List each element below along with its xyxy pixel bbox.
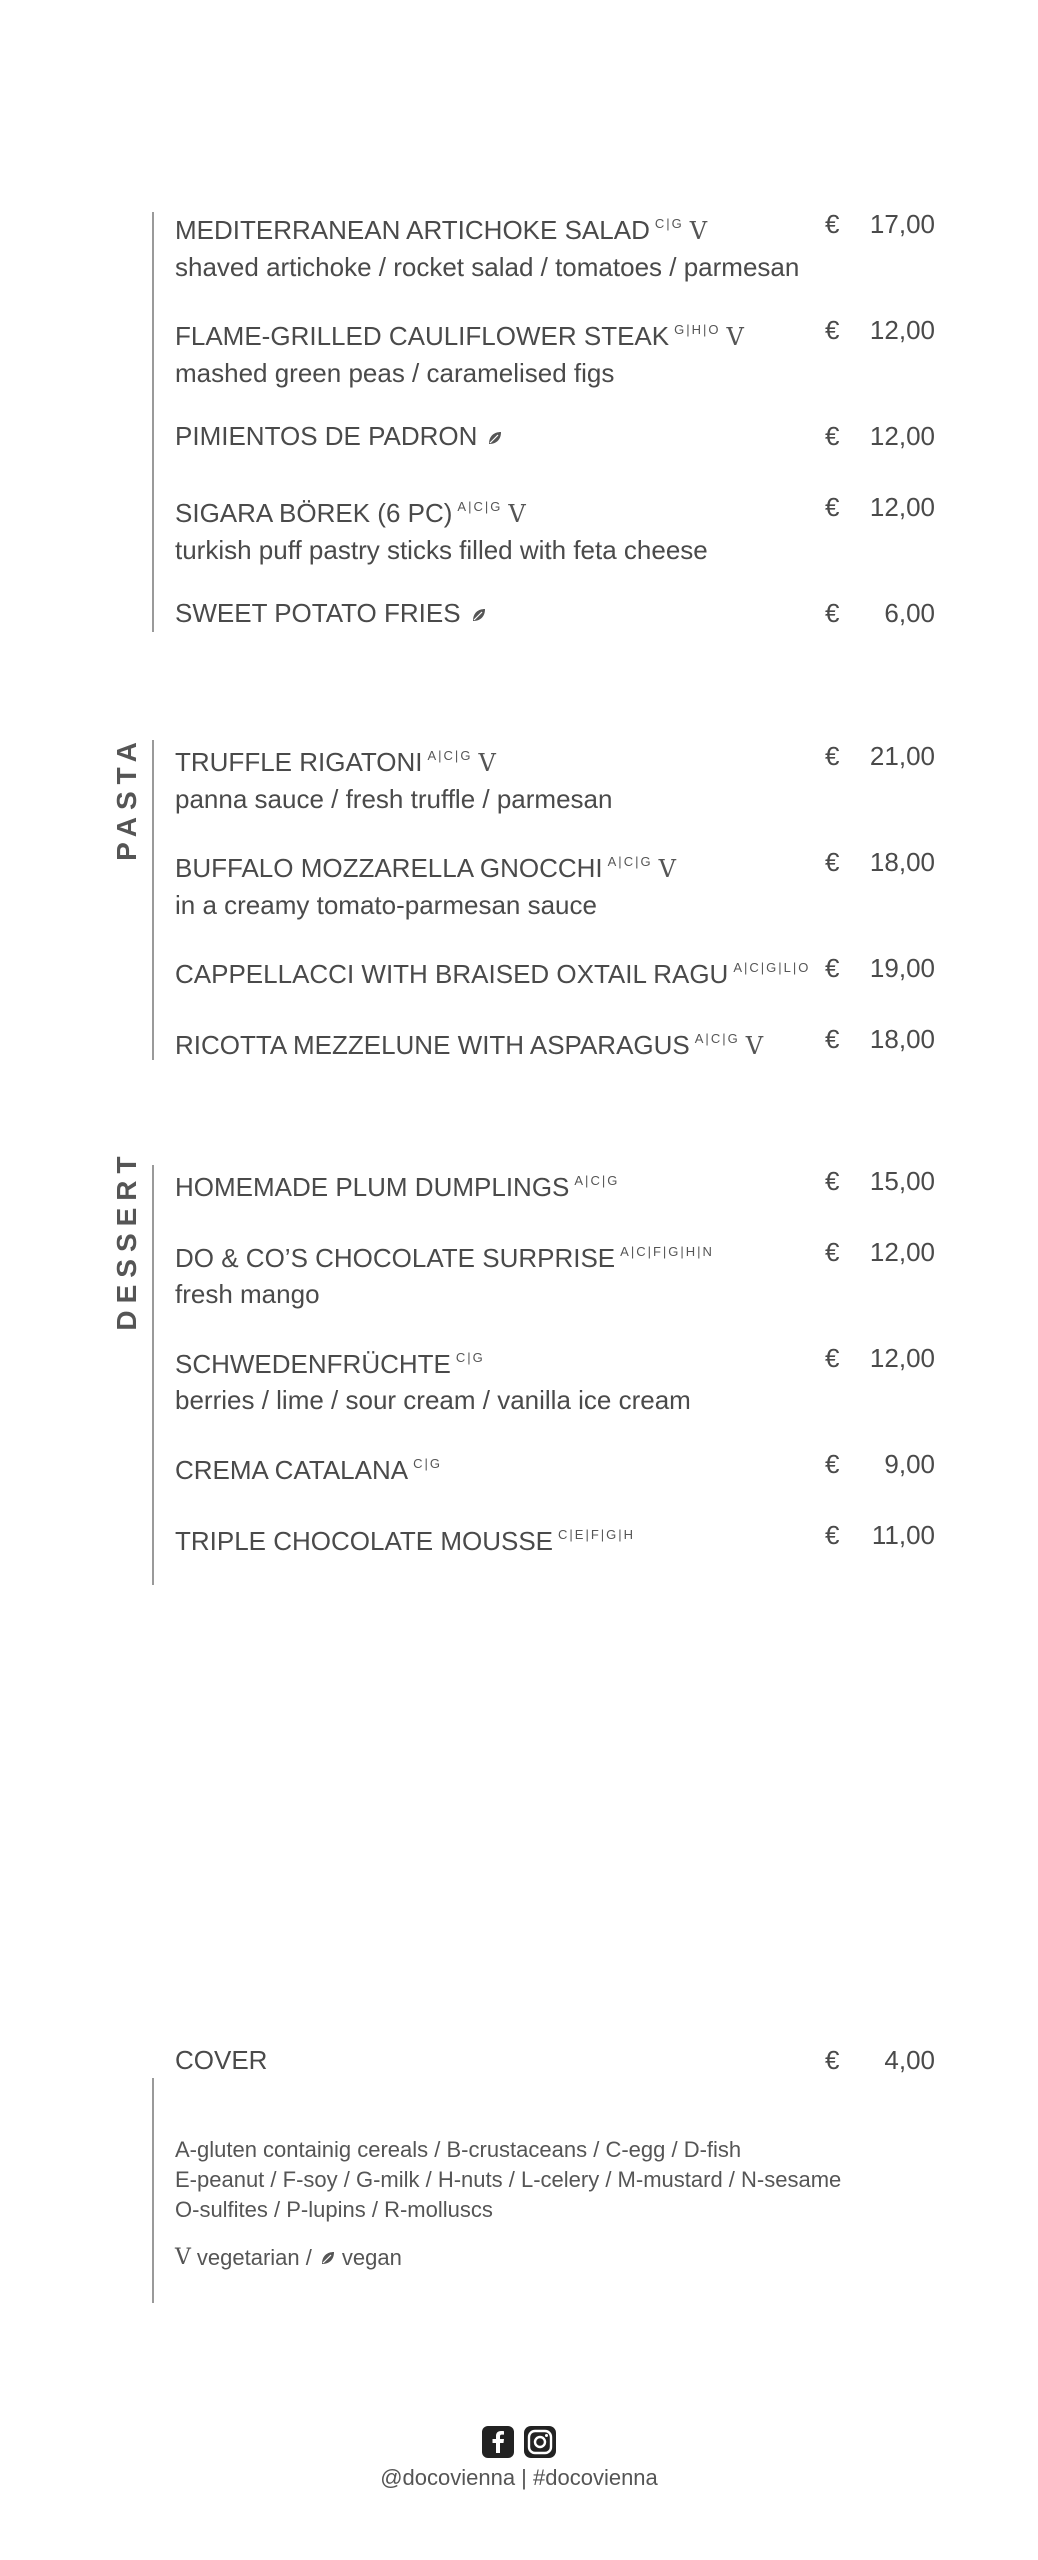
menu-item: FLAME-GRILLED CAULIFLOWER STEAK $^{G|H|O}$ V mashed green peas / caramelised figs € 12,00 xyxy=(175,315,935,388)
diet-key: V vegetarian / vegan xyxy=(175,2243,935,2273)
menu-item: CREMA CATALANA $^{C|G}$ € 9,00 xyxy=(175,1449,935,1485)
menu-item: DO & CO’S CHOCOLATE SURPRISE $^{A|C|F|G|H|N}$ fresh mango € 12,00 xyxy=(175,1237,935,1309)
vegetarian-icon: V xyxy=(658,855,676,883)
vegetarian-icon: V xyxy=(508,500,526,528)
menu-item: SCHWEDENFRÜCHTE $^{C|G}$ berries / lime / sour cream / vanilla ice cream € 12,00 xyxy=(175,1343,935,1415)
vegetarian-icon: V xyxy=(478,749,496,777)
vegan-leaf-icon xyxy=(320,2250,336,2266)
social-handle: @docovienna | #docovienna xyxy=(380,2465,658,2490)
starters-rule xyxy=(152,212,154,632)
vegetarian-icon: V xyxy=(726,323,744,351)
footer xyxy=(0,2425,1038,2491)
dessert-rule xyxy=(152,1165,154,1585)
menu-item: MEDITERRANEAN ARTICHOKE SALAD $^{C|G}$ V shaved artichoke / rocket salad / tomatoes / parmesan € 17,00 xyxy=(175,209,935,282)
menu-item: RICOTTA MEZZELUNE WITH ASPARAGUS $^{A|C|G}$ V € 18,00 xyxy=(175,1021,935,1064)
menu-item: BUFFALO MOZZARELLA GNOCCHI $^{A|C|G}$ V in a creamy tomato-parmesan sauce € 18,00 xyxy=(175,847,935,920)
menu-item: PIMIENTOS DE PADRON € 12,00 xyxy=(175,421,935,451)
menu-item: TRUFFLE RIGATONI $^{A|C|G}$ V panna sauce / fresh truffle / parmesan € 21,00 xyxy=(175,741,935,814)
vegetarian-icon: V xyxy=(175,2245,191,2270)
cover-charge: COVER € 4,00 xyxy=(175,2045,935,2075)
facebook-icon[interactable] xyxy=(481,2425,515,2459)
menu-item: CAPPELLACCI WITH BRAISED OXTAIL RAGU $^{A|C|G|L|O}$ € 19,00 xyxy=(175,953,935,989)
menu-item: SWEET POTATO FRIES € 6,00 xyxy=(175,598,935,628)
allergen-legend: A-gluten containig cereals / B-crustaceans / C-egg / D-fish E-peanut / F-soy / G-milk / H-nuts / L-celery / M-mustard / N-sesame O-sulfites / P-lupins / R-molluscs V vegetarian / vegan xyxy=(175,2135,935,2273)
vegetarian-icon: V xyxy=(689,217,708,245)
menu-item: SIGARA BÖREK (6 PC) $^{A|C|G}$ V turkish puff pastry sticks filled with feta cheese € 12,00 xyxy=(175,492,935,565)
legend-rule xyxy=(152,2078,154,2303)
pasta-rule xyxy=(152,740,154,1060)
menu-item: TRIPLE CHOCOLATE MOUSSE $^{C|E|F|G|H}$ € 11,00 xyxy=(175,1520,935,1556)
menu-item: HOMEMADE PLUM DUMPLINGS $^{A|C|G}$ € 15,00 xyxy=(175,1166,935,1202)
instagram-icon[interactable] xyxy=(523,2425,557,2459)
vegan-leaf-icon xyxy=(471,607,487,623)
vegetarian-icon: V xyxy=(745,1032,764,1060)
vegan-leaf-icon xyxy=(487,430,503,446)
